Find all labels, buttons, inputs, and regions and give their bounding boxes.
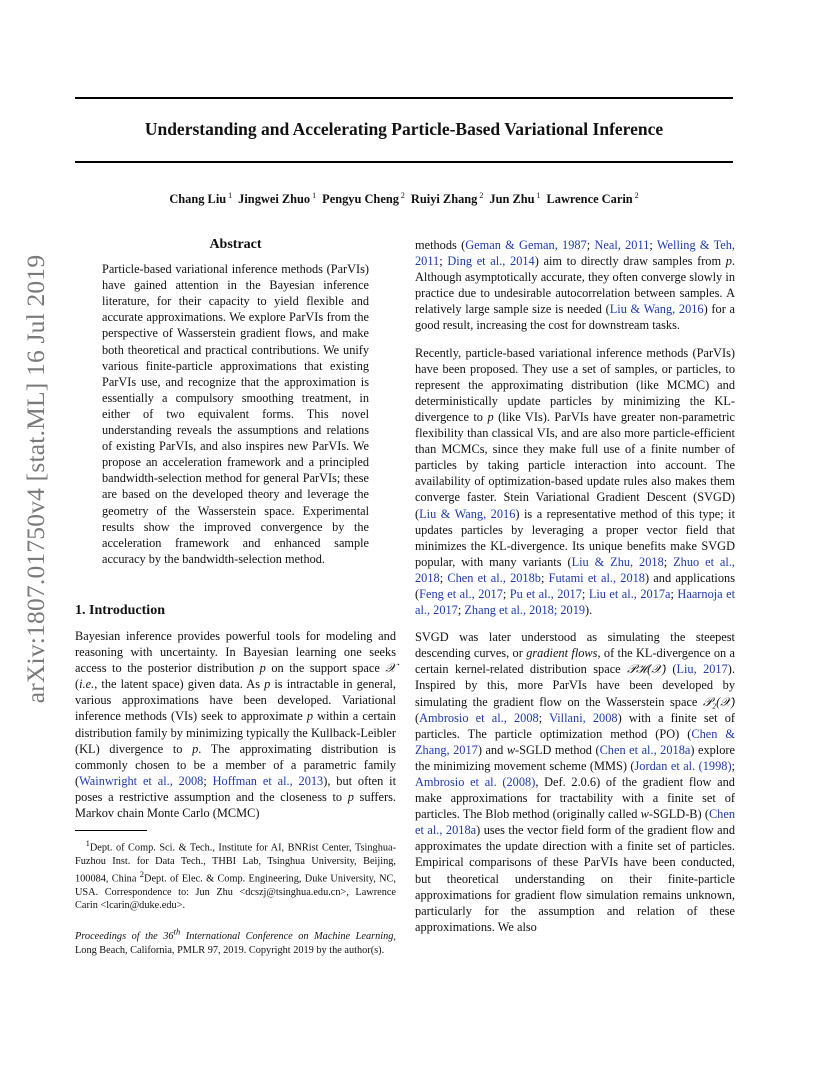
citation-link[interactable]: Ding et al., 2014 [447, 254, 535, 269]
intro-paragraph-continued [415, 237, 735, 334]
math-symbol: p [347, 789, 354, 804]
text-run: ) for a good result, increasing the cost for downstream tasks. [415, 302, 735, 333]
author-name-text: Jun Zhu [489, 192, 535, 207]
math-symbol: p [259, 661, 266, 676]
citation-link[interactable]: Pu et al., 2017 [509, 586, 582, 601]
citation-link[interactable]: Zhuo et al., 2018 [415, 554, 736, 585]
text-run: , Def. 2.0.6) of the gradient flow and make approximations for tractability with a finite set of particles. The Blob method (originally called [415, 775, 735, 822]
text-run: within a certain distribution family by minimizing typically the Kullback-Leibler (KL) divergence to [75, 709, 396, 756]
footnote-rule [75, 830, 147, 831]
citation-link[interactable]: Ambrosio et al., 2008 [419, 710, 539, 725]
text-run: (like VIs). ParVIs have greater non-parametric flexibility than classical VIs, and are also more particle-efficient than MCMCs, since they make full use of a finite number of particles by taking particle interaction into account. The availability of optimization-based update rules also makes them converge faster. Stein Variational Gradient Descent (SVGD) ( [415, 409, 735, 521]
citation-link[interactable]: Chen et al., 2018a [415, 807, 736, 838]
text-run: ; [670, 586, 678, 601]
citation-link[interactable]: Chen & Zhang, 2017 [415, 726, 735, 757]
proceedings-note [75, 926, 396, 957]
text-run: ; [731, 758, 735, 773]
text-run: ; [457, 603, 465, 618]
right-column [415, 237, 735, 935]
math-symbol: p [306, 709, 313, 724]
text-run: Bayesian inference provides powerful tools for modeling and reasoning with uncertainty. In Bayesian learning one seeks access to the posterior distribution [75, 628, 396, 676]
author-affiliation-mark: 1 [226, 191, 233, 200]
footnote-mark-2: 2 [139, 868, 145, 879]
citation-link[interactable]: Haarnoja et al., 2017 [415, 586, 736, 618]
text-run: ). Inspired by this, more ParVIs have been developed by simulating the gradient flow on the Wasserstein space [415, 662, 735, 709]
proceedings-details: , Long Beach, California, PMLR 97, 2019. Copyright 2019 by the author(s). [75, 931, 396, 956]
math-symbol: p [487, 409, 494, 424]
text-run: on the support space [265, 661, 386, 676]
arxiv-stamp [20, 254, 52, 704]
citation-link[interactable]: Chen et al., 2018a [599, 742, 691, 757]
math-symbol: 𝒫ℋ(𝒳) [627, 662, 666, 677]
abstract-heading: Abstract [209, 237, 262, 252]
text-run: SVGD was later understood as simulating the steepest descending curves, or [415, 630, 735, 661]
citation-link[interactable]: Hoffman et al., 2013 [212, 773, 324, 788]
text-run: , of the KL-divergence on a certain kernel-related distribution space [415, 646, 736, 677]
text-run: ) and [477, 742, 507, 757]
author-name-text: Pengyu Cheng [322, 192, 399, 207]
math-symbol: 𝒳 [385, 661, 396, 676]
author-name-text: Chang Liu [169, 192, 227, 207]
intro-paragraph [75, 628, 396, 821]
text-run: ; [439, 254, 448, 269]
citation-link[interactable]: Liu & Zhu, 2018 [571, 554, 664, 569]
proceedings-ordinal: th [173, 926, 181, 937]
author-name [411, 192, 483, 206]
math-symbol: p [264, 677, 271, 692]
citation-link[interactable]: Liu, 2017 [676, 662, 728, 677]
text-run: ) uses the vector field form of the gradient flow and approximates the update direction with a finite set of particles. Empirical comparisons of these ParVIs have been conducted, but theoretical understanding on their finite-particle approximations for gradient flow simulation remains unknown, particularly for the assumption and relation of these approximations. We also [415, 823, 735, 934]
text-run: , the latent space) given data. As [94, 677, 265, 692]
citation-link[interactable]: Liu & Wang, 2016 [419, 506, 516, 521]
abstract-text: Particle-based variational inference methods (ParVIs) have gained attention in the Bayesian inference literature, for their capacity to yield flexible and accurate approximations. We explore ParVIs from the perspective of Wasserstein gradient flows, and make both theoretical and practical contributions. We unify various finite-particle approximations that existing ParVIs use, and recognize that the approximation is essentially a compulsory smoothing treatment, in either of two equivalent forms. This novel understanding reveals the assumptions and relations of existing ParVIs, and also inspires new ParVIs. We propose an acceleration framework and a principled bandwidth-selection method for general ParVIs; these are based on the developed theory and leverage the geometry of the Wasserstein space. Experimental results show the improved convergence by the acceleration framework and enhanced sample accuracy by the bandwidth-selection method. [102, 262, 369, 566]
text-run: ) is a representative method of this type; it updates particles by leveraging a proper vector field that minimizes the KL-divergence. Its unique benefits make SVGD popular, with many variants ( [415, 506, 735, 569]
author-name-text: Ruiyi Zhang [410, 192, 478, 207]
text-run: ; [538, 710, 550, 725]
citation-link[interactable]: Feng et al., 2017 [419, 586, 503, 601]
text-run: ) aim to directly draw samples from [534, 254, 726, 269]
text-run: ; [203, 773, 213, 788]
citation-link[interactable]: Neal, 2011 [594, 238, 650, 252]
math-symbol: i.e. [79, 677, 95, 692]
author-affiliation-mark: 2 [398, 191, 405, 200]
author-name-text: Jingwei Zhuo [238, 192, 311, 207]
text-run: suffers. Markov chain Monte Carlo (MCMC) [75, 789, 396, 820]
citation-link[interactable]: Villani, 2008 [549, 710, 618, 725]
left-column [75, 237, 396, 957]
citation-link[interactable]: Liu & Wang, 2016 [609, 302, 704, 317]
text-run: is intractable in general, various approximations have been developed. Variational inference methods (VIs) seek to approximate [75, 677, 396, 724]
citation-link[interactable]: Welling & Teh, 2011 [415, 238, 736, 269]
author-affiliation-mark: 1 [310, 191, 317, 200]
author-name [238, 192, 316, 206]
author-name [322, 192, 405, 206]
text-run: ; [540, 570, 549, 585]
proceedings-venue: Proceedings of the 36 [75, 931, 174, 943]
citation-link[interactable]: Zhang et al., 2018; 2019 [464, 603, 586, 618]
citation-link[interactable]: Chen et al., 2018b [447, 570, 541, 585]
arxiv-id: arXiv:1807.01750v4 [stat.ML] 16 Jul 2019 [21, 254, 50, 704]
author-affiliation-mark: 2 [632, 191, 639, 200]
text-run: ). [585, 603, 593, 618]
text-run: ; [581, 586, 589, 601]
title-rule-top [75, 97, 733, 99]
author-list [75, 191, 733, 207]
citation-link[interactable]: Liu et al., 2017a [588, 586, 671, 601]
citation-link[interactable]: Wainwright et al., 2008 [79, 773, 204, 788]
text-run: Recently, particle-based variational inference methods (ParVIs) have been proposed. They use a set of samples, or particles, to represent the approximating distribution (like MCMC) and deterministically update particles by minimizing the KL-divergence to [415, 345, 735, 424]
text-run: ( [75, 677, 80, 692]
text-run: methods ( [415, 238, 466, 252]
author-name [547, 192, 639, 206]
text-run: -SGLD method ( [515, 742, 600, 757]
author-affiliation-mark: 2 [477, 191, 484, 200]
citation-link[interactable]: Geman & Geman, 1987 [465, 238, 587, 252]
text-run: ; [502, 586, 510, 601]
parvi-paragraph [415, 345, 735, 619]
author-affiliation-mark: 1 [534, 191, 541, 200]
text-run: ; [649, 238, 657, 252]
title-rule-bottom [75, 161, 733, 163]
text-run: . Although asymptotically accurate, they often converge slowly in practice due to undesirable autocorrelation between samples. A relatively large sample size is needed ( [415, 254, 736, 317]
text-run: ) explore the minimizing movement scheme (MMS) ( [415, 742, 736, 773]
math-symbol: gradient flows [526, 646, 598, 661]
text-run: ; [663, 554, 674, 569]
text-run: ) with a finite set of particles. The particle optimization method (PO) ( [415, 710, 736, 741]
author-name [169, 192, 232, 206]
citation-link[interactable]: Futami et al., 2018 [548, 570, 645, 585]
citation-link[interactable]: Jordan et al. (1998) [634, 758, 732, 773]
author-name [489, 192, 540, 206]
text-run: ( [665, 662, 677, 677]
footnote-text-2: Dept. of Elec. & Comp. Engineering, Duke University, NC, USA. Correspondence to: Jun Zhu <dcszj@tsinghua.edu.cn>, Lawrence Carin <lcarin@duke.edu>. [75, 873, 396, 911]
section-heading-introduction: 1. Introduction [75, 602, 165, 618]
math-symbol: p [725, 254, 732, 269]
svgd-paragraph [415, 629, 735, 935]
text-run: ) and applications ( [415, 570, 736, 601]
math-symbol: 𝒫₂(𝒳) [702, 694, 735, 709]
text-run: ; [586, 238, 595, 252]
footnote-mark: 1 [85, 838, 90, 849]
text-run: ; [439, 570, 448, 585]
text-run: -SGLD-B) ( [648, 807, 709, 822]
author-name-text: Lawrence Carin [546, 192, 633, 207]
citation-link[interactable]: Ambrosio et al. (2008) [415, 775, 536, 789]
math-symbol: w [640, 807, 649, 822]
math-symbol: p [192, 741, 199, 756]
text-run: ( [415, 710, 420, 725]
text-run: ), but often it poses a restrictive assumption and the closeness to [75, 773, 396, 804]
footnote-text: Dept. of Comp. Sci. & Tech., Institute for AI, BNRist Center, Tsinghua-Fuzhou Inst. for Data Tech., THBI Lab, Tsinghua University, Beijing, 100084, China [75, 842, 396, 885]
affiliation-footnote [75, 837, 396, 912]
paper-title: Understanding and Accelerating Particle-Based Variational Inference [144, 119, 664, 139]
text-run: . The approximating distribution is commonly chosen to be a member of a parametric family ( [75, 741, 396, 788]
math-symbol: w [506, 742, 516, 757]
proceedings-venue-rest: International Conference on Machine Learning [180, 931, 394, 943]
